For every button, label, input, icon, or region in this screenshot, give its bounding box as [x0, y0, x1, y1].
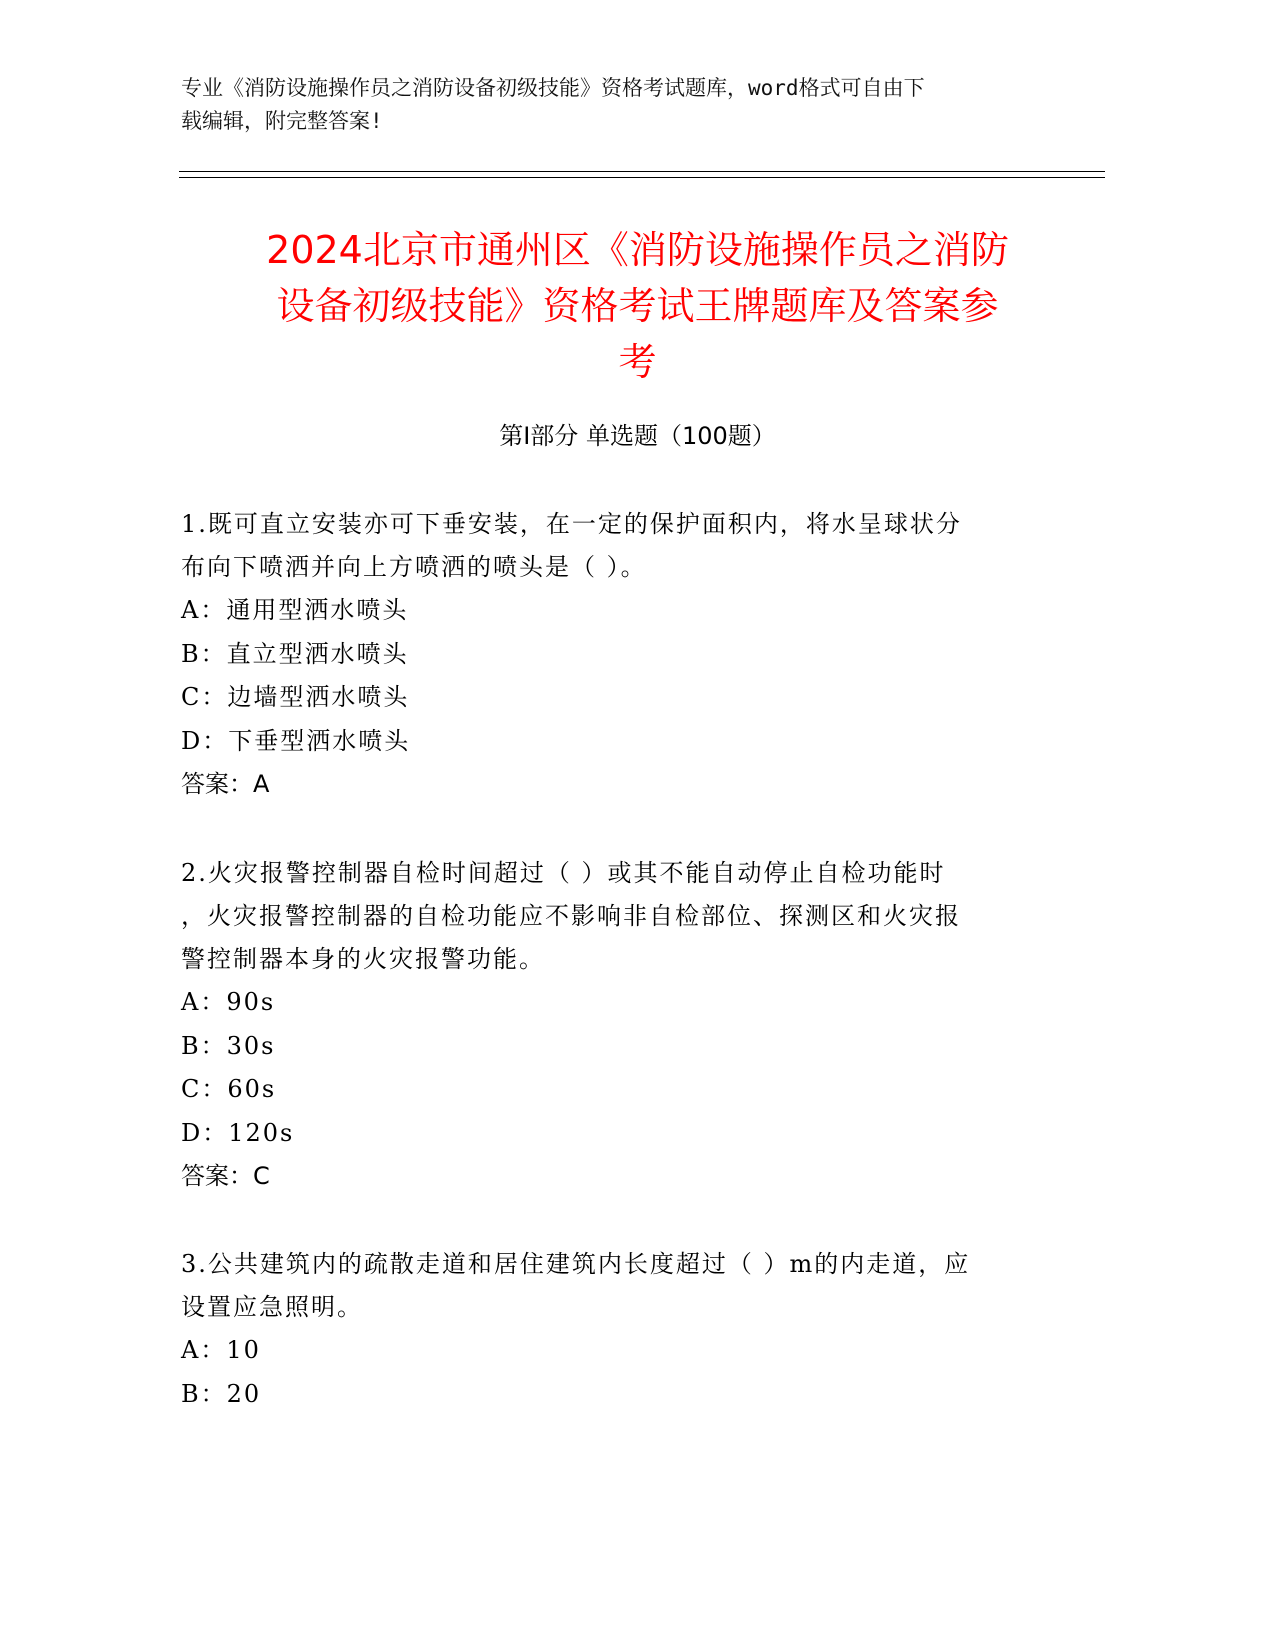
header-divider-bottom	[179, 177, 1105, 178]
option-c: C：60s	[181, 1075, 277, 1103]
question-1	[181, 503, 1061, 807]
header-note-line: 载编辑，附完整答案!	[181, 109, 383, 133]
section-title: 第I部分 单选题（100题）	[499, 422, 776, 450]
option-b: B：20	[181, 1379, 262, 1408]
option-a: A：90s	[181, 988, 276, 1016]
header-divider-top	[179, 171, 1105, 172]
question-text-line: 设置应急照明。	[181, 1293, 363, 1321]
option-c: C：边墙型洒水喷头	[181, 683, 410, 711]
answer: 答案：A	[181, 770, 270, 798]
question-text	[181, 1243, 1061, 1329]
document-title	[160, 222, 1115, 390]
option-b: B：直立型洒水喷头	[181, 639, 409, 668]
answer: 答案：C	[181, 1162, 270, 1190]
question-text-line: 1.既可直立安装亦可下垂安装，在一定的保护面积内，将水呈球状分	[181, 510, 962, 538]
document-title-line: 考	[618, 340, 657, 384]
question-text-line: 2.火灾报警控制器自检时间超过（ ）或其不能自动停止自检功能时	[181, 859, 946, 887]
question-text	[181, 503, 1061, 589]
question-text-line: 3.公共建筑内的疏散走道和居住建筑内长度超过（ ）m的内走道，应	[181, 1250, 971, 1278]
option-d: D：120s	[181, 1118, 295, 1147]
option-a: A：10	[181, 1336, 261, 1364]
option-b: B：30s	[181, 1031, 276, 1060]
question-text	[181, 852, 1061, 981]
option-a: A：通用型洒水喷头	[181, 596, 409, 624]
header-note	[181, 72, 1061, 138]
question-text-line: 警控制器本身的火灾报警功能。	[181, 945, 545, 973]
document-title-line: 设备初级技能》资格考试王牌题库及答案参	[276, 284, 999, 328]
option-d: D：下垂型洒水喷头	[181, 726, 411, 755]
question-text-line: ，火灾报警控制器的自检功能应不影响非自检部位、探测区和火灾报	[181, 902, 961, 930]
question-2	[181, 852, 1061, 1199]
question-text-line: 布向下喷洒并向上方喷洒的喷头是（ ）。	[181, 553, 647, 581]
header-note-line: 专业《消防设施操作员之消防设备初级技能》资格考试题库，word格式可自由下	[181, 76, 925, 100]
question-3	[181, 1243, 1061, 1416]
document-title-line: 2024北京市通州区《消防设施操作员之消防	[266, 228, 1009, 272]
